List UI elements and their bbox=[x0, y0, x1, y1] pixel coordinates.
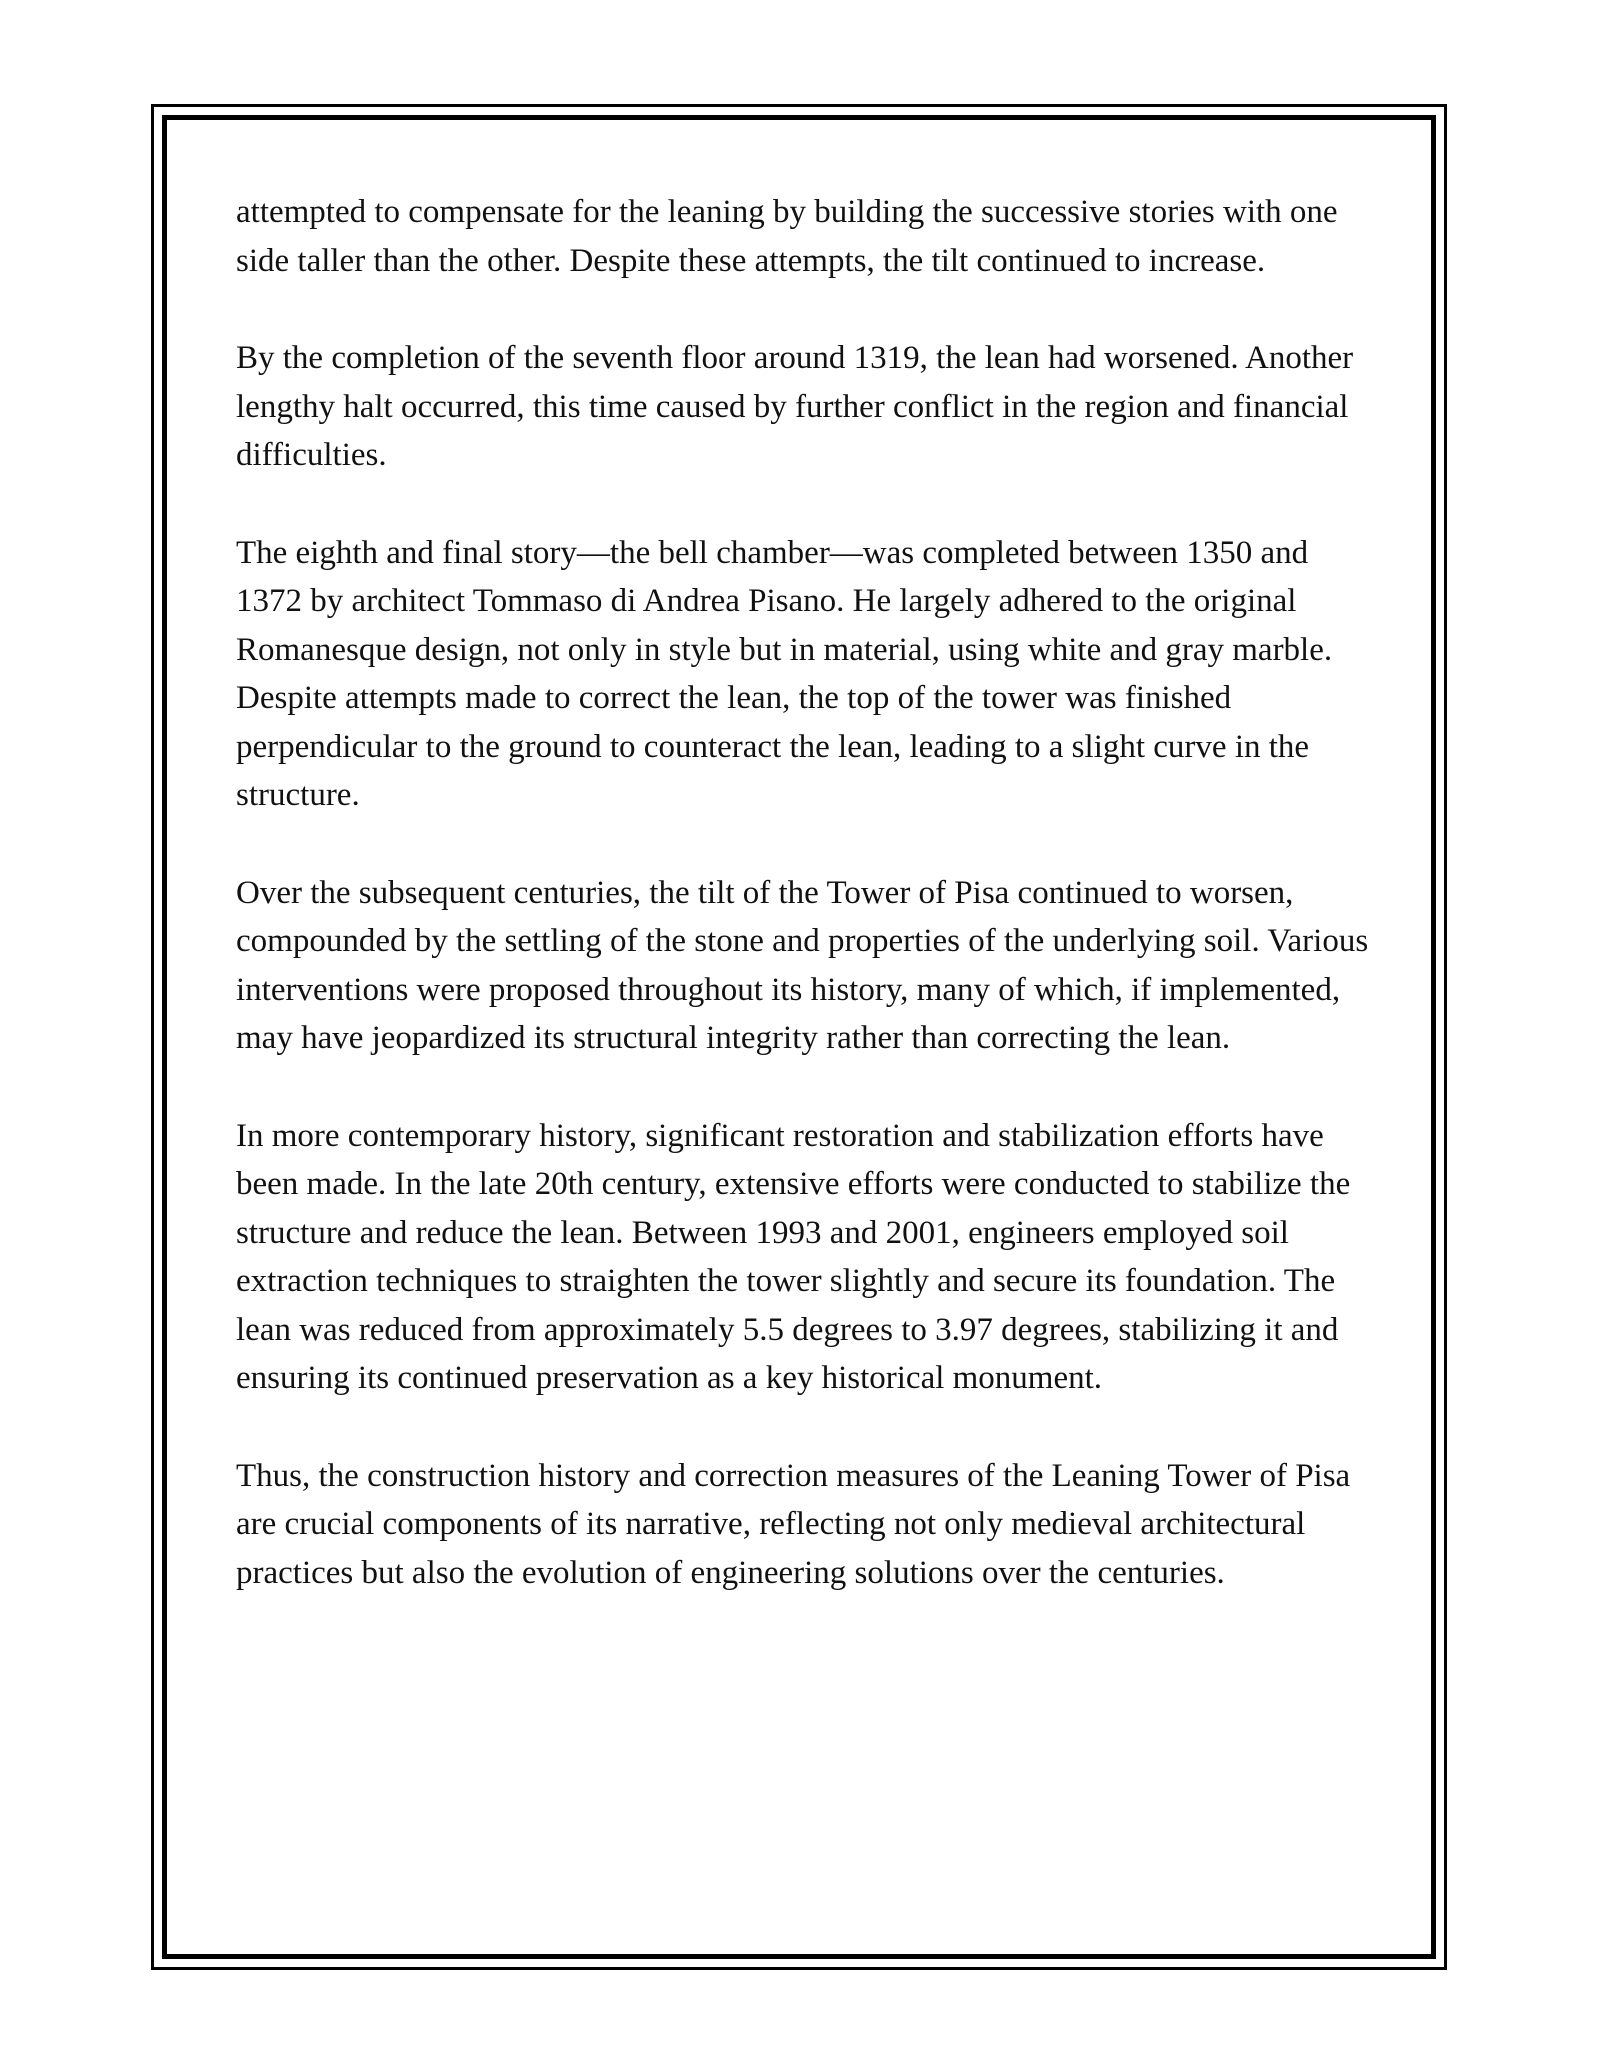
paragraph-3: The eighth and final story—the bell chamber—was completed between 1350 and 1372 by architect Tommaso di Andrea Pisano. He largely adhered to the original Romanesque design, not only in style but in material, using white and gray marble. Despite attempts made to correct the lean, the top of the tower was finished perpendicular to the ground to counteract the lean, leading to a slight curve in the structure. bbox=[236, 534, 1333, 813]
paragraph-1: attempted to compensate for the leaning by building the successive stories with one side taller than the other. Despite these attempts, the tilt continued to increase. bbox=[236, 194, 1338, 279]
paragraph-6: Thus, the construction history and correction measures of the Leaning Tower of Pisa are crucial components of its narrative, reflecting not only medieval architectural practices but also the evolution of engineering solutions over the centuries. bbox=[236, 1457, 1351, 1591]
paragraph-2: By the completion of the seventh floor around 1319, the lean had worsened. Another lengthy halt occurred, this time caused by further conflict in the region and financial difficulties. bbox=[236, 340, 1354, 473]
paragraph-5: In more contemporary history, significant restoration and stabilization efforts have been made. In the late 20th century, extensive efforts were conducted to stabilize the structure and reduce the lean. Between 1993 and 2001, engineers employed soil extraction techniques to straighten the tower slightly and secure its foundation. The lean was reduced from approximately 5.5 degrees to 3.97 degrees, stabilizing it and ensuring its continued preservation as a key historical monument. bbox=[236, 1117, 1351, 1396]
document-body bbox=[236, 188, 1376, 1597]
paragraph-4: Over the subsequent centuries, the tilt of the Tower of Pisa continued to worsen, compounded by the settling of the stone and properties of the underlying soil. Various interventions were proposed throughout its history, many of which, if implemented, may have jeopardized its structural integrity rather than correcting the lean. bbox=[236, 874, 1369, 1056]
